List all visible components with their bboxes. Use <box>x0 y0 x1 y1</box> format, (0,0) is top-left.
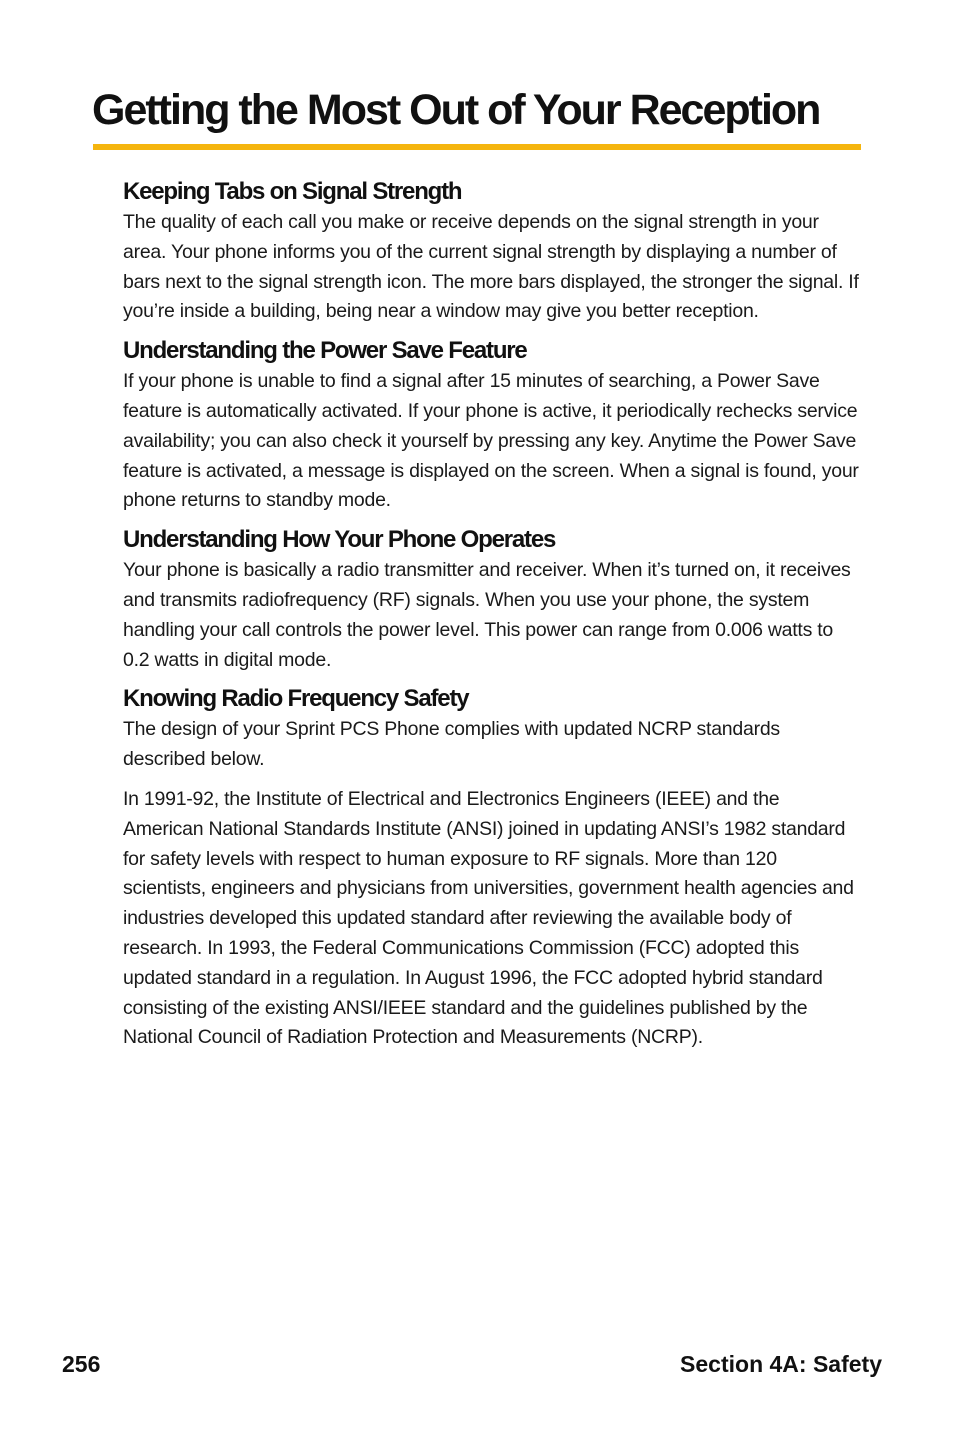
section-heading: Keeping Tabs on Signal Strength <box>123 178 462 205</box>
section-paragraph: The design of your Sprint PCS Phone complies with updated NCRP standards described below. <box>123 718 780 771</box>
section-heading: Understanding How Your Phone Operates <box>123 526 556 554</box>
section-signal-strength <box>123 176 863 327</box>
section-power-save <box>123 335 863 516</box>
section-paragraph: The quality of each call you make or receive depends on the signal strength in your area. Your phone informs you of the current signal strength by displaying a number of bars next to the signal strength icon. The more bars displayed, the stronger the signal. If you’re inside a building, being near a window may give you better reception. <box>123 211 859 323</box>
section-paragraph: In 1991-92, the Institute of Electrical and Electronics Engineers (IEEE) and the American National Standards Institute (ANSI) joined in updating ANSI’s 1982 standard for safety levels with respect to human exposure to RF signals. More than 120 scientists, engineers and physicians from universities, government health agencies and industries developed this updated standard after reviewing the available body of research. In 1993, the Federal Communications Commission (FCC) adopted this updated standard in a regulation. In August 1996, the FCC adopted hybrid standard consisting of the existing ANSI/IEEE standard and the guidelines published by the National Council of Radiation Protection and Measurements (NCRP). <box>123 787 854 1049</box>
section-phone-operates <box>123 524 863 675</box>
footer-section-label: Section 4A: Safety <box>680 1351 882 1377</box>
page-number: 256 <box>62 1351 101 1377</box>
section-paragraph: Your phone is basically a radio transmitter and receiver. When it’s turned on, it receives and transmits radiofrequency (RF) signals. When you use your phone, the system handling your call controls the power level. This power can range from 0.006 watts to 0.2 watts in digital mode. <box>123 559 851 671</box>
title-underline-rule <box>93 144 861 150</box>
page-content <box>123 176 863 1061</box>
section-heading: Understanding the Power Save Feature <box>123 337 527 365</box>
page-title: Getting the Most Out of Your Reception <box>92 86 820 134</box>
section-paragraph: If your phone is unable to find a signal after 15 minutes of searching, a Power Save feature is automatically activated. If your phone is active, it periodically rechecks service availability; you can also check it yourself by pressing any key. Anytime the Power Save feature is activated, a message is displayed on the screen. When a signal is found, your phone returns to standby mode. <box>123 370 859 512</box>
section-rf-safety <box>123 683 863 1053</box>
section-heading: Knowing Radio Frequency Safety <box>123 685 469 713</box>
